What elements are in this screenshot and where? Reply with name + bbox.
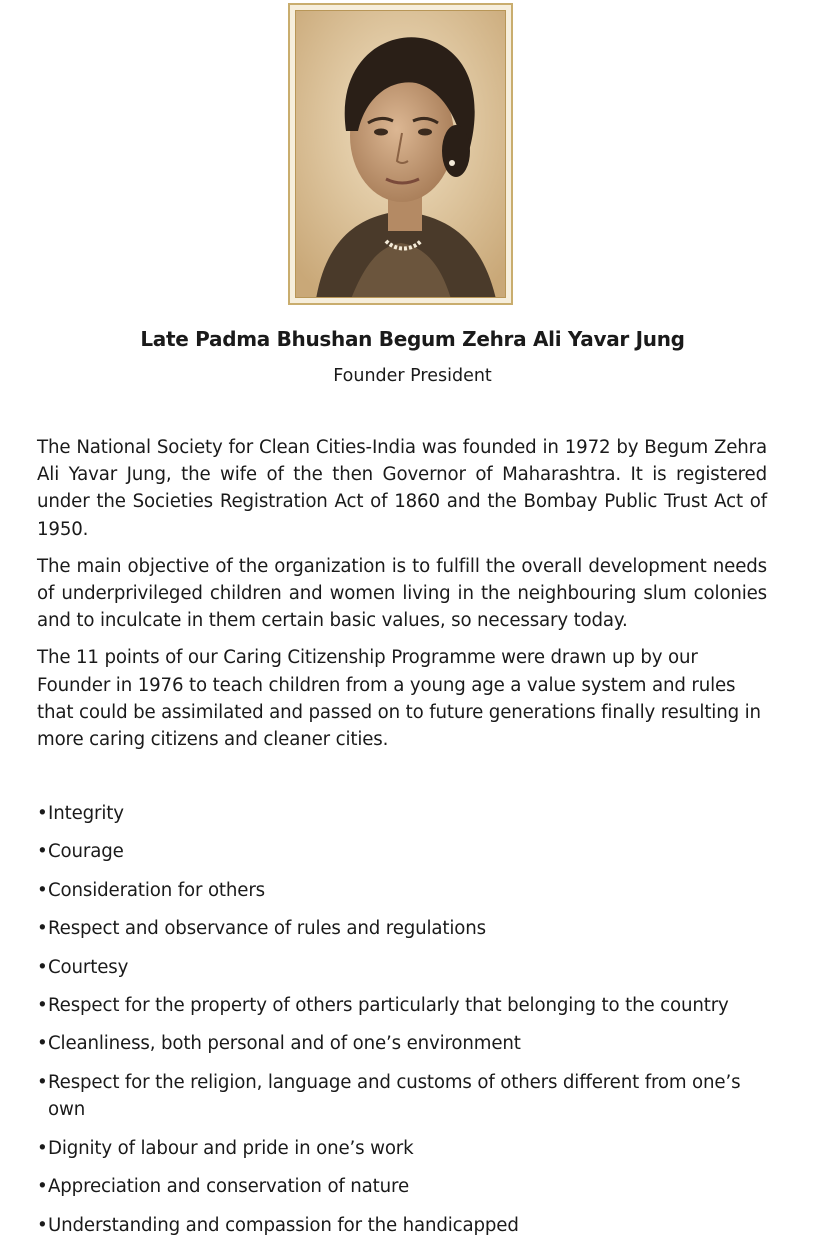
paragraph-history: The National Society for Clean Cities-India was founded in 1972 by Begum Zehra Ali Yavar Jung, the wife of the then Governor of Maharashtra. It is registered under the Societies Registration Act of 1860 and the Bombay Public Trust Act of 1950. [37, 437, 767, 540]
point-item: • Respect for the religion, language and customs of others different from one’s own [37, 1069, 777, 1123]
intro-text [37, 434, 767, 763]
portrait-image [296, 11, 506, 298]
portrait-photo [295, 10, 506, 298]
point-item: • Courage [37, 838, 777, 865]
point-item: • Integrity [37, 800, 777, 827]
bullet-icon: • [37, 1176, 48, 1198]
point-item: • Courtesy [37, 954, 777, 981]
point-item: • Understanding and compassion for the handicapped [37, 1212, 777, 1239]
paragraph-programme: The 11 points of our Caring Citizenship Programme were drawn up by our Founder in 1976 to teach children from a young age a value system and rules that could be assimilated and passed on to future generations finally resulting in more caring citizens and cleaner cities. [37, 647, 761, 751]
point-item: • Respect and observance of rules and regulations [37, 915, 777, 942]
point-item: • Cleanliness, both personal and of one’s environment [37, 1030, 777, 1057]
point-item: • Respect for the property of others particularly that belonging to the country [37, 992, 777, 1019]
point-item: • Consideration for others [37, 877, 777, 904]
bullet-icon: • [37, 879, 48, 901]
bullet-icon: • [37, 803, 48, 824]
bullet-icon: • [37, 841, 48, 863]
founder-role: Founder President [333, 366, 492, 386]
bullet-icon: • [37, 956, 48, 978]
portrait-frame [288, 3, 513, 305]
bullet-icon: • [37, 1033, 48, 1055]
bullet-icon: • [37, 1137, 48, 1159]
point-item: • Dignity of labour and pride in one’s work [37, 1135, 777, 1162]
paragraph-objective: The main objective of the organization is to fulfill the overall development needs of underprivileged children and women living in the neighbouring slum colonies and to inculcate in them certain basic values, so necessary today. [37, 555, 767, 632]
point-item: • Appreciation and conservation of nature [37, 1173, 777, 1200]
bullet-icon: • [37, 918, 48, 940]
bullet-icon: • [37, 1071, 48, 1093]
bullet-icon: • [37, 1214, 48, 1236]
caring-citizenship-points [37, 800, 777, 1250]
bullet-icon: • [37, 994, 48, 1016]
founder-name: Late Padma Bhushan Begum Zehra Ali Yavar Jung [140, 327, 685, 351]
